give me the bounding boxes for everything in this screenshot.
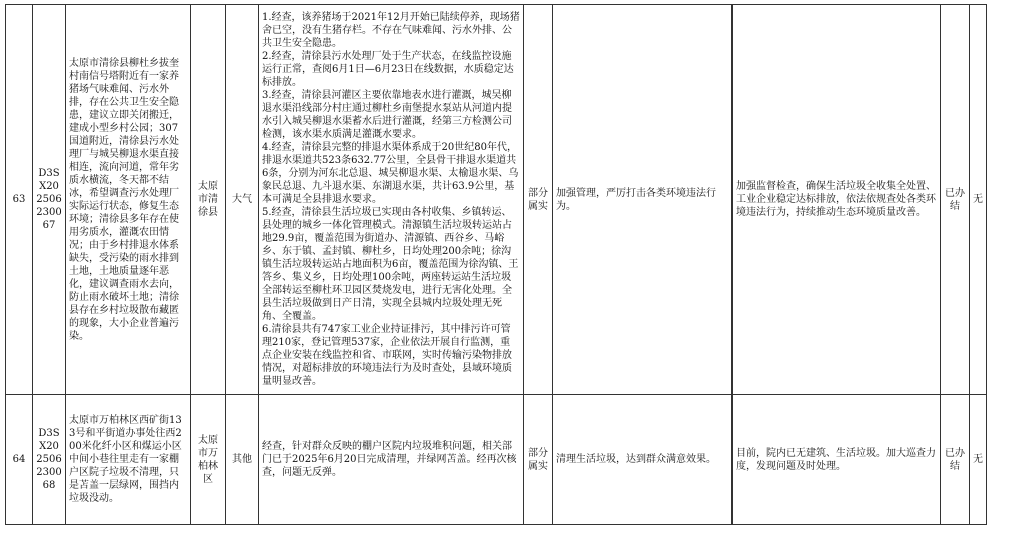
investigation-result — [259, 5, 524, 395]
handling-measure: 加强管理，严厉打击各类环境违法行为。 — [553, 5, 732, 395]
complaint-content: 太原市万柏林区西矿街133号和平街道办事处往西200米化纤小区和煤运小区中间小巷往里走有一家棚户区院子垃圾不清理，只是苫盖一层绿网，围挡内垃圾没动。 — [66, 395, 191, 525]
completion-status: 已办结 — [941, 5, 970, 395]
table-row — [6, 5, 987, 395]
rectification: 加强监督检查，确保生活垃圾全收集全处置、工业企业稳定达标排放，依法依规查处各类环境违法行为，持续推动生态环境质量改善。 — [733, 5, 941, 395]
complaint-table — [5, 4, 987, 525]
completion-status: 已办结 — [941, 395, 970, 525]
rectification: 目前，院内已无建筑、生活垃圾。加大巡查力度，发现问题及时处理。 — [733, 395, 941, 525]
investigation-paragraph: 4.经查，清徐县完整的排退水渠体系成于20世纪80年代，排退水渠道共523条632.77公里，全县骨干排退水渠道共6条，分别为河东北总退、城吴柳退水渠、太榆退水渠、乌象民总退、九斗退水渠、东湖退水渠，共计63.9公里，基本可满足全县排退水要求。 — [262, 142, 519, 205]
accountability: 无 — [970, 395, 987, 525]
handling-measure: 清理生活垃圾，达到群众满意效果。 — [553, 395, 732, 525]
truth-status: 部分属实 — [524, 5, 553, 395]
region: 太原市万柏林区 — [191, 395, 226, 525]
row-index: 64 — [6, 395, 33, 525]
truth-status: 部分属实 — [524, 395, 553, 525]
investigation-paragraph: 5.经查，清徐县生活垃圾已实现由各村收集、乡镇转运、县处理的城乡一体化管理模式。清源镇生活垃圾转运站占地29.9亩，覆盖范围为街道办、清源镇、西谷乡、马峪乡、东于镇、孟封镇、柳杜乡，日均处理200余吨；徐沟镇生活垃圾转运站占地面积为6亩，覆盖范围为徐沟镇、王答乡、集义乡，日均处理100余吨，两座转运站生活垃圾全部转运至柳杜环卫园区焚烧发电，进行无害化处理。全县生活垃圾做到日产日清，实现全县城内垃圾处理无死角、全覆盖。 — [262, 207, 519, 322]
case-code: D3SX202506230068 — [33, 395, 66, 525]
investigation-result: 经查，针对群众反映的棚户区院内垃圾堆积问题，相关部门已于2025年6月20日完成清理，并绿网苫盖。经再次核查，问题无反弹。 — [259, 395, 524, 525]
pollution-type: 大气 — [226, 5, 259, 395]
pollution-type: 其他 — [226, 395, 259, 525]
complaint-content: 太原市清徐县柳杜乡拔奎村南信号塔附近有一家养猪场气味难闻、污水外排，存在公共卫生安全隐患，建议立即关闭搬迁，建成小型乡村公园；307国道附近，清徐县污水处理厂与城吴柳退水渠直接相连，流向河道，常年劣质水横流，冬天都不结冰，希望调查污水处理厂实际运行状态，修复生态环境；清徐县多年存在使用劣质水，灌溉农田情况；由于乡村排退水体系缺失，受污染的雨水排到土地，土地质量逐年恶化，建议调查雨水去向，防止雨水破坏土地；清徐县存在乡村垃圾散布藏匿的现象，大小企业普遍污染。 — [66, 5, 191, 395]
table-row — [6, 395, 987, 525]
investigation-paragraph: 2.经查，清徐县污水处理厂处于生产状态，在线监控设施运行正常，查阅6月1日—6月23日在线数据，水质稳定达标排放。 — [262, 51, 514, 88]
accountability: 无 — [970, 5, 987, 395]
row-index: 63 — [6, 5, 33, 395]
investigation-paragraph: 1.经查，该养猪场于2021年12月开始已陆续停养，现场猪舍已空，没有生猪存栏。不存在气味难闻、污水外排、公共卫生安全隐患。 — [262, 12, 520, 49]
investigation-text — [262, 11, 520, 388]
investigation-paragraph: 3.经查，清徐县河灌区主要依靠地表水进行灌溉，城吴柳退水渠沿线部分村庄通过柳杜乡南堡提水泵站从河道内提水引入城吴柳退水渠蓄水后进行灌溉，经第三方检测公司检测，该水渠水质满足灌溉水要求。 — [262, 90, 512, 140]
investigation-paragraph: 6.清徐县共有747家工业企业持证排污，其中排污许可管理210家，登记管理537家，企业依法开展自行监测，重点企业安装在线监控和省、市联网，实时传输污染物排放情况，对超标排放的环境违法行为及时查处，县域环境质量明显改善。 — [262, 324, 512, 387]
region: 太原市清徐县 — [191, 5, 226, 395]
case-code: D3SX202506230067 — [33, 5, 66, 395]
